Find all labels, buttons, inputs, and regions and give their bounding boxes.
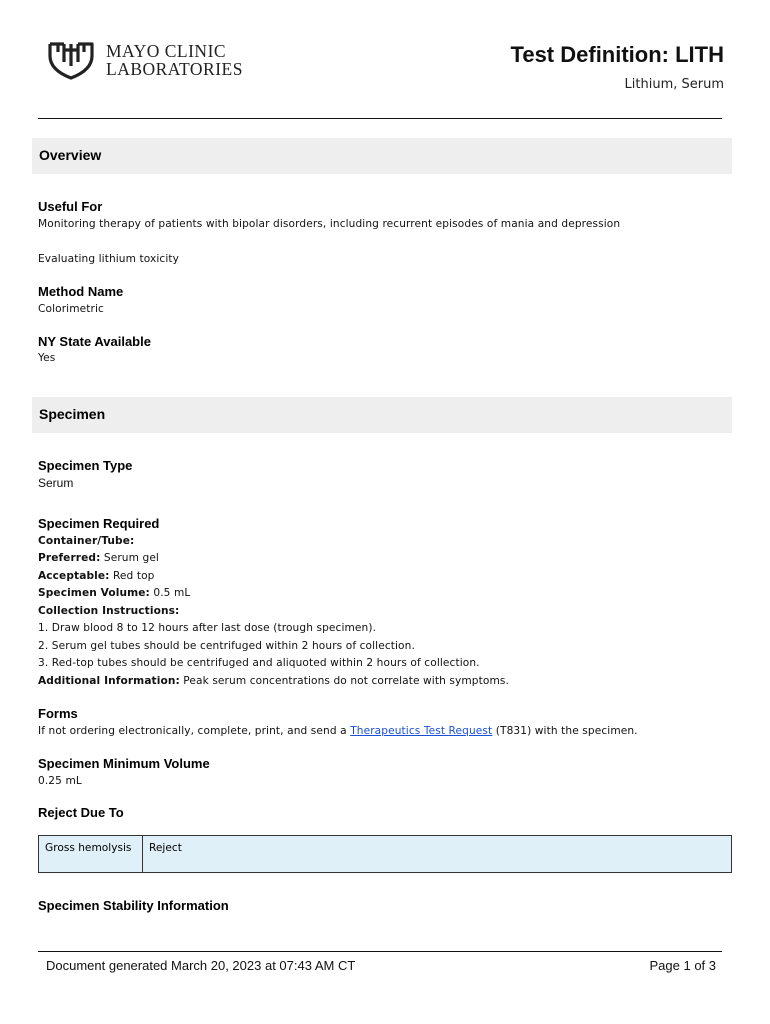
forms-text (38, 725, 638, 737)
specimen-section-title: Specimen (39, 406, 106, 422)
reject-table (38, 835, 732, 873)
forms-text-after: (T831) with the specimen. (492, 725, 638, 737)
preferred-label: Preferred: (38, 552, 101, 564)
min-volume-heading: Specimen Minimum Volume (38, 756, 210, 771)
additional-info-line (38, 675, 509, 687)
collection-step-3: 3. Red-top tubes should be centrifuged and aliquoted within 2 hours of collection. (38, 657, 480, 669)
useful-for-text-2: Evaluating lithium toxicity (38, 253, 180, 265)
forms-text-before: If not ordering electronically, complete, print, and send a (38, 725, 351, 737)
container-label (38, 535, 134, 547)
preferred-value: Serum gel (100, 552, 159, 564)
logo-line-2: LABORATORIES (106, 59, 243, 79)
reject-condition-cell: Gross hemolysis (39, 836, 143, 872)
collection-label-text: Collection Instructions: (38, 605, 180, 617)
specimen-type-heading: Specimen Type (38, 458, 133, 473)
ny-state-heading: NY State Available (38, 334, 151, 349)
page-title: Test Definition: LITH (510, 42, 724, 67)
footer-divider (38, 951, 722, 952)
forms-heading: Forms (38, 706, 78, 721)
collection-step-1: 1. Draw blood 8 to 12 hours after last dose (trough specimen). (38, 622, 377, 634)
specimen-type-value: Serum (38, 476, 74, 490)
page-number: Page 1 of 3 (649, 958, 716, 973)
preferred-line (38, 552, 159, 564)
mayo-shield-icon (46, 40, 96, 80)
collection-label (38, 605, 179, 617)
volume-value: 0.5 mL (149, 587, 191, 599)
therapeutics-test-request-link[interactable]: Therapeutics Test Request (350, 725, 493, 737)
stability-heading: Specimen Stability Information (38, 898, 229, 913)
min-volume-value: 0.25 mL (38, 775, 82, 787)
ny-state-value: Yes (38, 352, 56, 364)
acceptable-line (38, 570, 155, 582)
page-subtitle: Lithium, Serum (624, 77, 724, 92)
logo-line-1: MAYO CLINIC (106, 41, 227, 61)
reject-due-to-heading: Reject Due To (38, 805, 124, 820)
acceptable-label: Acceptable: (38, 570, 110, 582)
overview-section-title: Overview (39, 147, 102, 163)
useful-for-heading: Useful For (38, 199, 103, 214)
container-label-text: Container/Tube: (38, 535, 135, 547)
specimen-required-heading: Specimen Required (38, 516, 160, 531)
method-name-heading: Method Name (38, 284, 124, 299)
volume-label: Specimen Volume: (38, 587, 150, 599)
collection-step-2: 2. Serum gel tubes should be centrifuged within 2 hours of collection. (38, 640, 415, 652)
header-divider (38, 118, 722, 119)
document-generated-text: Document generated March 20, 2023 at 07:43 AM CT (46, 958, 356, 973)
additional-info-label: Additional Information: (38, 675, 180, 687)
additional-info-value: Peak serum concentrations do not correlate with symptoms. (179, 675, 509, 687)
volume-line (38, 587, 190, 599)
useful-for-text-1: Monitoring therapy of patients with bipolar disorders, including recurrent episodes of mania and depression (38, 218, 621, 230)
acceptable-value: Red top (109, 570, 155, 582)
method-name-value: Colorimetric (38, 303, 104, 315)
specimen-section-header (32, 397, 732, 433)
mayo-clinic-logo (46, 40, 266, 84)
overview-section-header (32, 138, 732, 174)
reject-action-cell: Reject (149, 842, 182, 854)
